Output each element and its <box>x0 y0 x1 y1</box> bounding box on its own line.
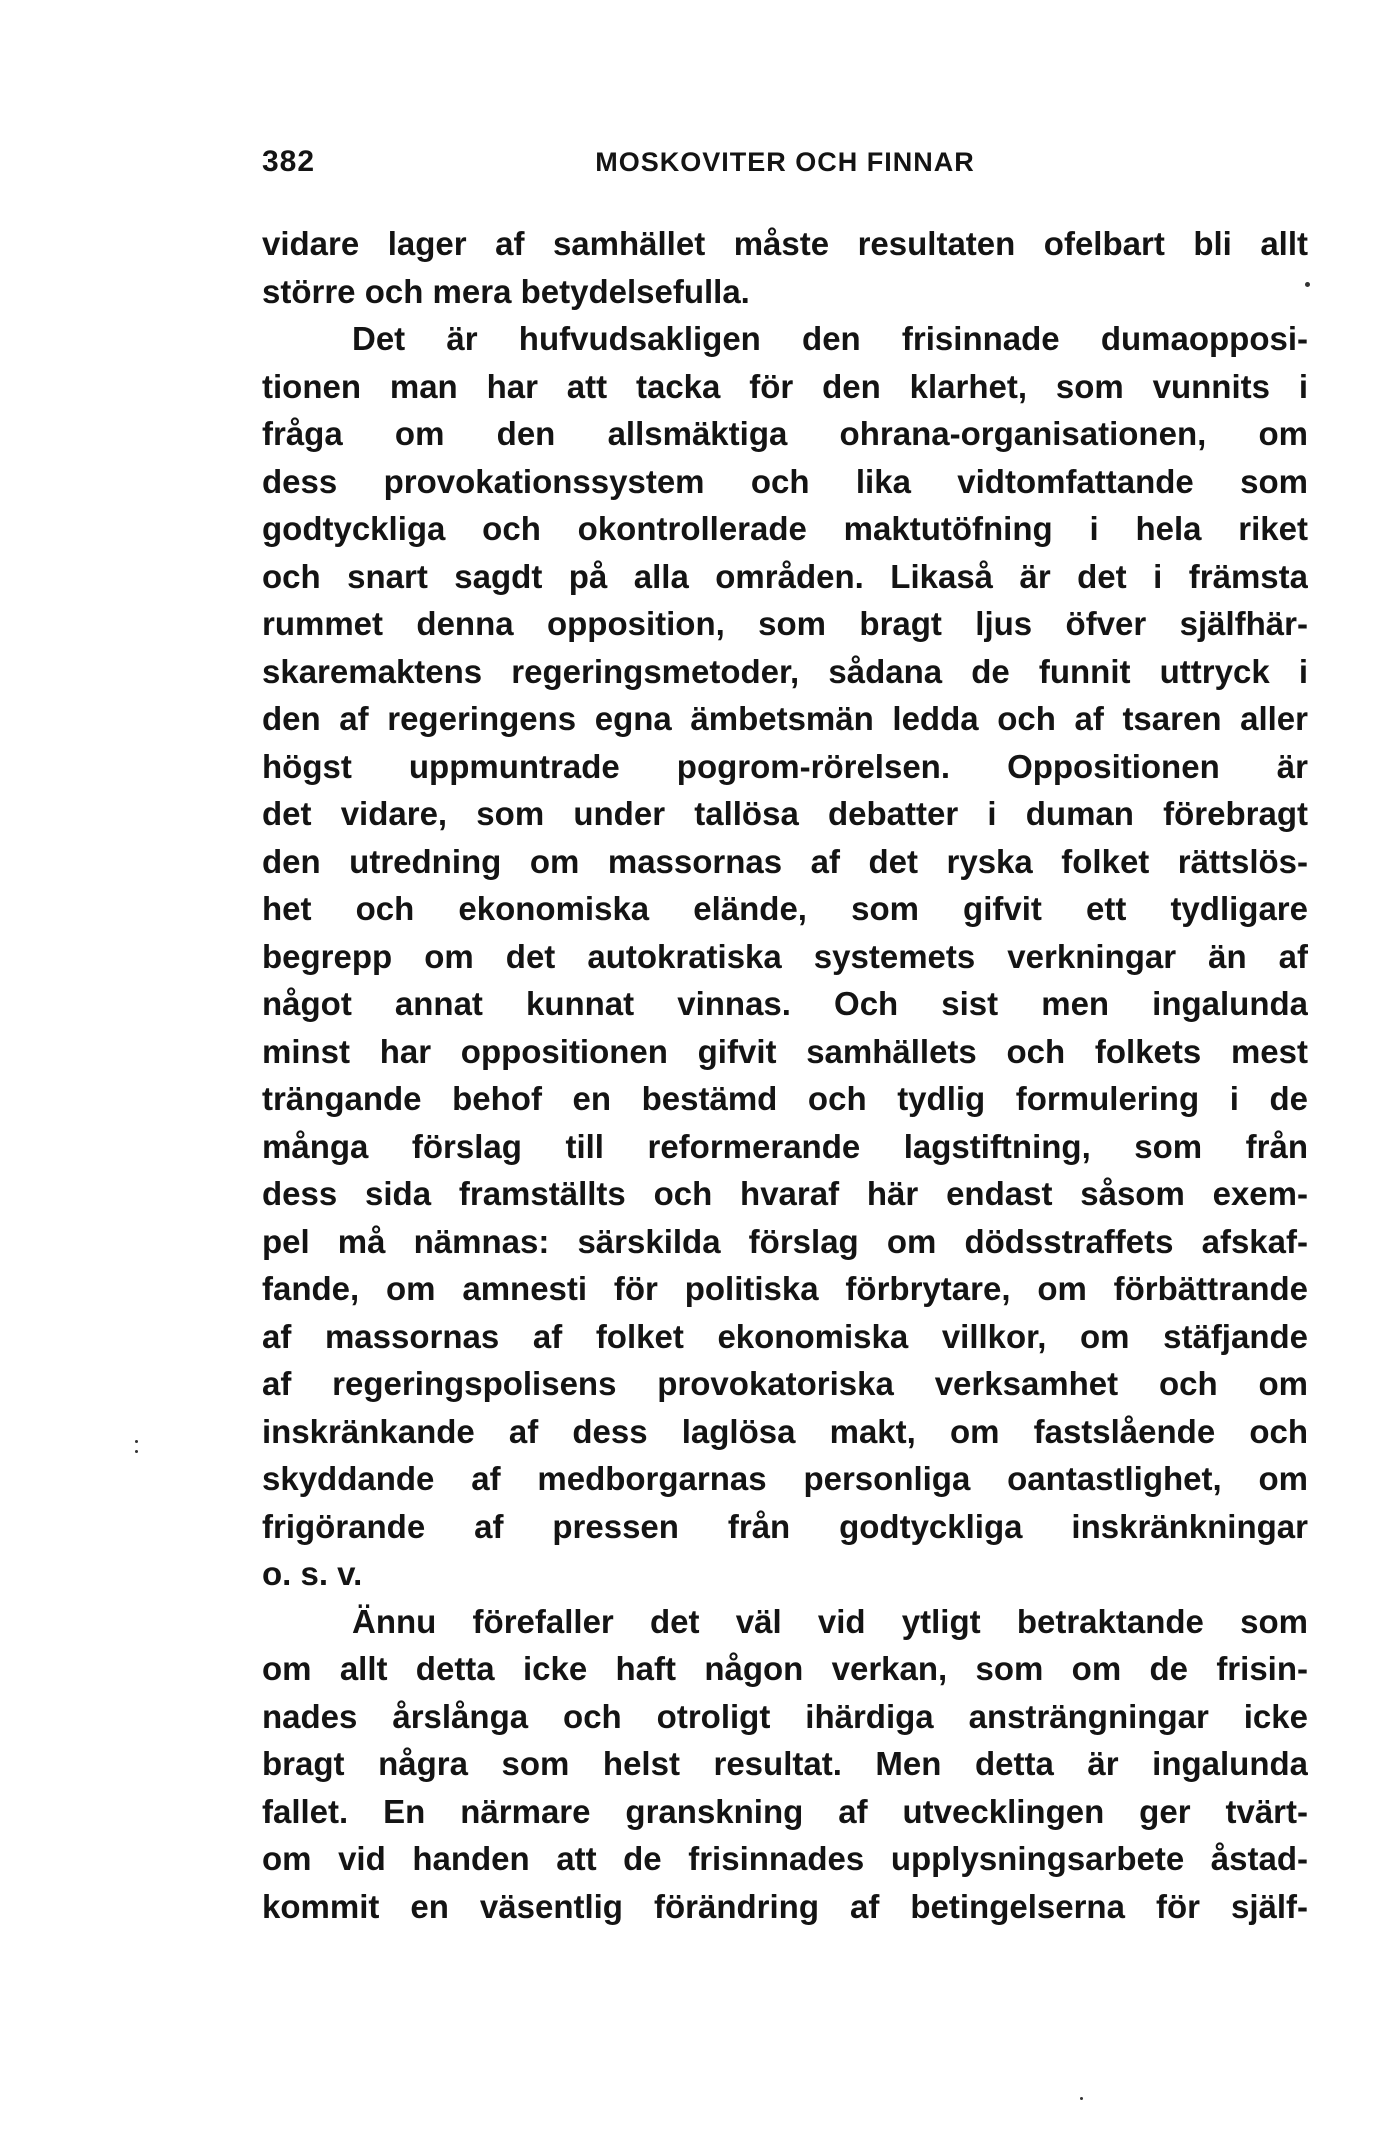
scan-speck <box>1080 2097 1083 2100</box>
text-line: o. s. v. <box>262 1555 363 1592</box>
page-header <box>262 145 1308 195</box>
text-line: den af regeringens egna ämbetsmän ledda och af tsaren aller <box>262 700 1308 737</box>
text-line: vidare lager af samhället måste resultaten ofelbart bli allt <box>262 225 1308 262</box>
text-line: nades årslånga och otroligt ihärdiga ansträngningar icke <box>262 1697 1308 1735</box>
text-line: om allt detta icke haft någon verkan, som om de frisin- <box>262 1650 1308 1687</box>
text-line: godtyckliga och okontrollerade maktutöfning i hela riket <box>262 510 1308 547</box>
text-line: Det är hufvudsakligen den frisinnade dumaopposi- <box>352 320 1308 357</box>
scan-speck <box>1305 282 1310 287</box>
text-line: het och ekonomiska elände, som gifvit ett tydligare <box>262 890 1308 927</box>
text-line: fande, om amnesti för politiska förbrytare, om förbättrande <box>262 1270 1308 1307</box>
text-line: och snart sagdt på alla områden. Likaså är det i främsta <box>262 557 1308 595</box>
text-line: större och mera betydelsefulla. <box>262 272 750 310</box>
text-line: dess sida framställts och hvaraf här endast såsom exem- <box>262 1175 1308 1212</box>
text-line: rummet denna opposition, som bragt ljus öfver själfhär- <box>262 605 1308 642</box>
running-title: MOSKOVITER OCH FINNAR <box>595 147 975 177</box>
text-line: skaremaktens regeringsmetoder, sådana de funnit uttryck i <box>262 652 1308 690</box>
text-line: trängande behof en bestämd och tydlig formulering i de <box>262 1080 1308 1117</box>
scan-speck <box>135 1440 138 1443</box>
text-line: inskränkande af dess laglösa makt, om fastslående och <box>262 1412 1308 1450</box>
text-line: frigörande af pressen från godtyckliga inskränkningar <box>262 1507 1308 1545</box>
text-line: pel må nämnas: särskilda förslag om dödsstraffets afskaf- <box>262 1222 1308 1260</box>
text-line: af regeringspolisens provokatoriska verksamhet och om <box>262 1365 1308 1402</box>
text-line: högst uppmuntrade pogrom-rörelsen. Oppositionen är <box>262 747 1308 785</box>
text-line: begrepp om det autokratiska systemets verkningar än af <box>262 937 1308 975</box>
page-number: 382 <box>262 145 316 178</box>
text-line: af massornas af folket ekonomiska villkor, om stäfjande <box>262 1317 1308 1355</box>
text-line: minst har oppositionen gifvit samhällets och folkets mest <box>262 1032 1308 1070</box>
text-line: den utredning om massornas af det ryska folket rättslös- <box>262 842 1308 880</box>
text-line: det vidare, som under tallösa debatter i duman förebragt <box>262 795 1308 832</box>
text-line: om vid handen att de frisinnades upplysningsarbete åstad- <box>262 1840 1308 1877</box>
text-line: dess provokationssystem och lika vidtomfattande som <box>262 462 1308 500</box>
book-page <box>262 0 1308 2149</box>
text-line: tionen man har att tacka för den klarhet, som vunnits i <box>262 367 1308 405</box>
text-line: bragt några som helst resultat. Men detta är ingalunda <box>262 1745 1308 1782</box>
body-text <box>262 220 1308 1930</box>
text-line: något annat kunnat vinnas. Och sist men ingalunda <box>262 985 1308 1022</box>
text-line: många förslag till reformerande lagstiftning, som från <box>262 1127 1308 1165</box>
text-line: skyddande af medborgarnas personliga oantastlighet, om <box>262 1460 1308 1497</box>
scan-speck <box>135 1450 138 1453</box>
text-line: Ännu förefaller det väl vid ytligt betraktande som <box>352 1602 1308 1640</box>
text-line: fråga om den allsmäktiga ohrana-organisationen, om <box>262 415 1308 452</box>
text-line: fallet. En närmare granskning af utvecklingen ger tvärt- <box>262 1792 1308 1830</box>
text-line: kommit en väsentlig förändring af betingelserna för själf- <box>262 1887 1308 1925</box>
